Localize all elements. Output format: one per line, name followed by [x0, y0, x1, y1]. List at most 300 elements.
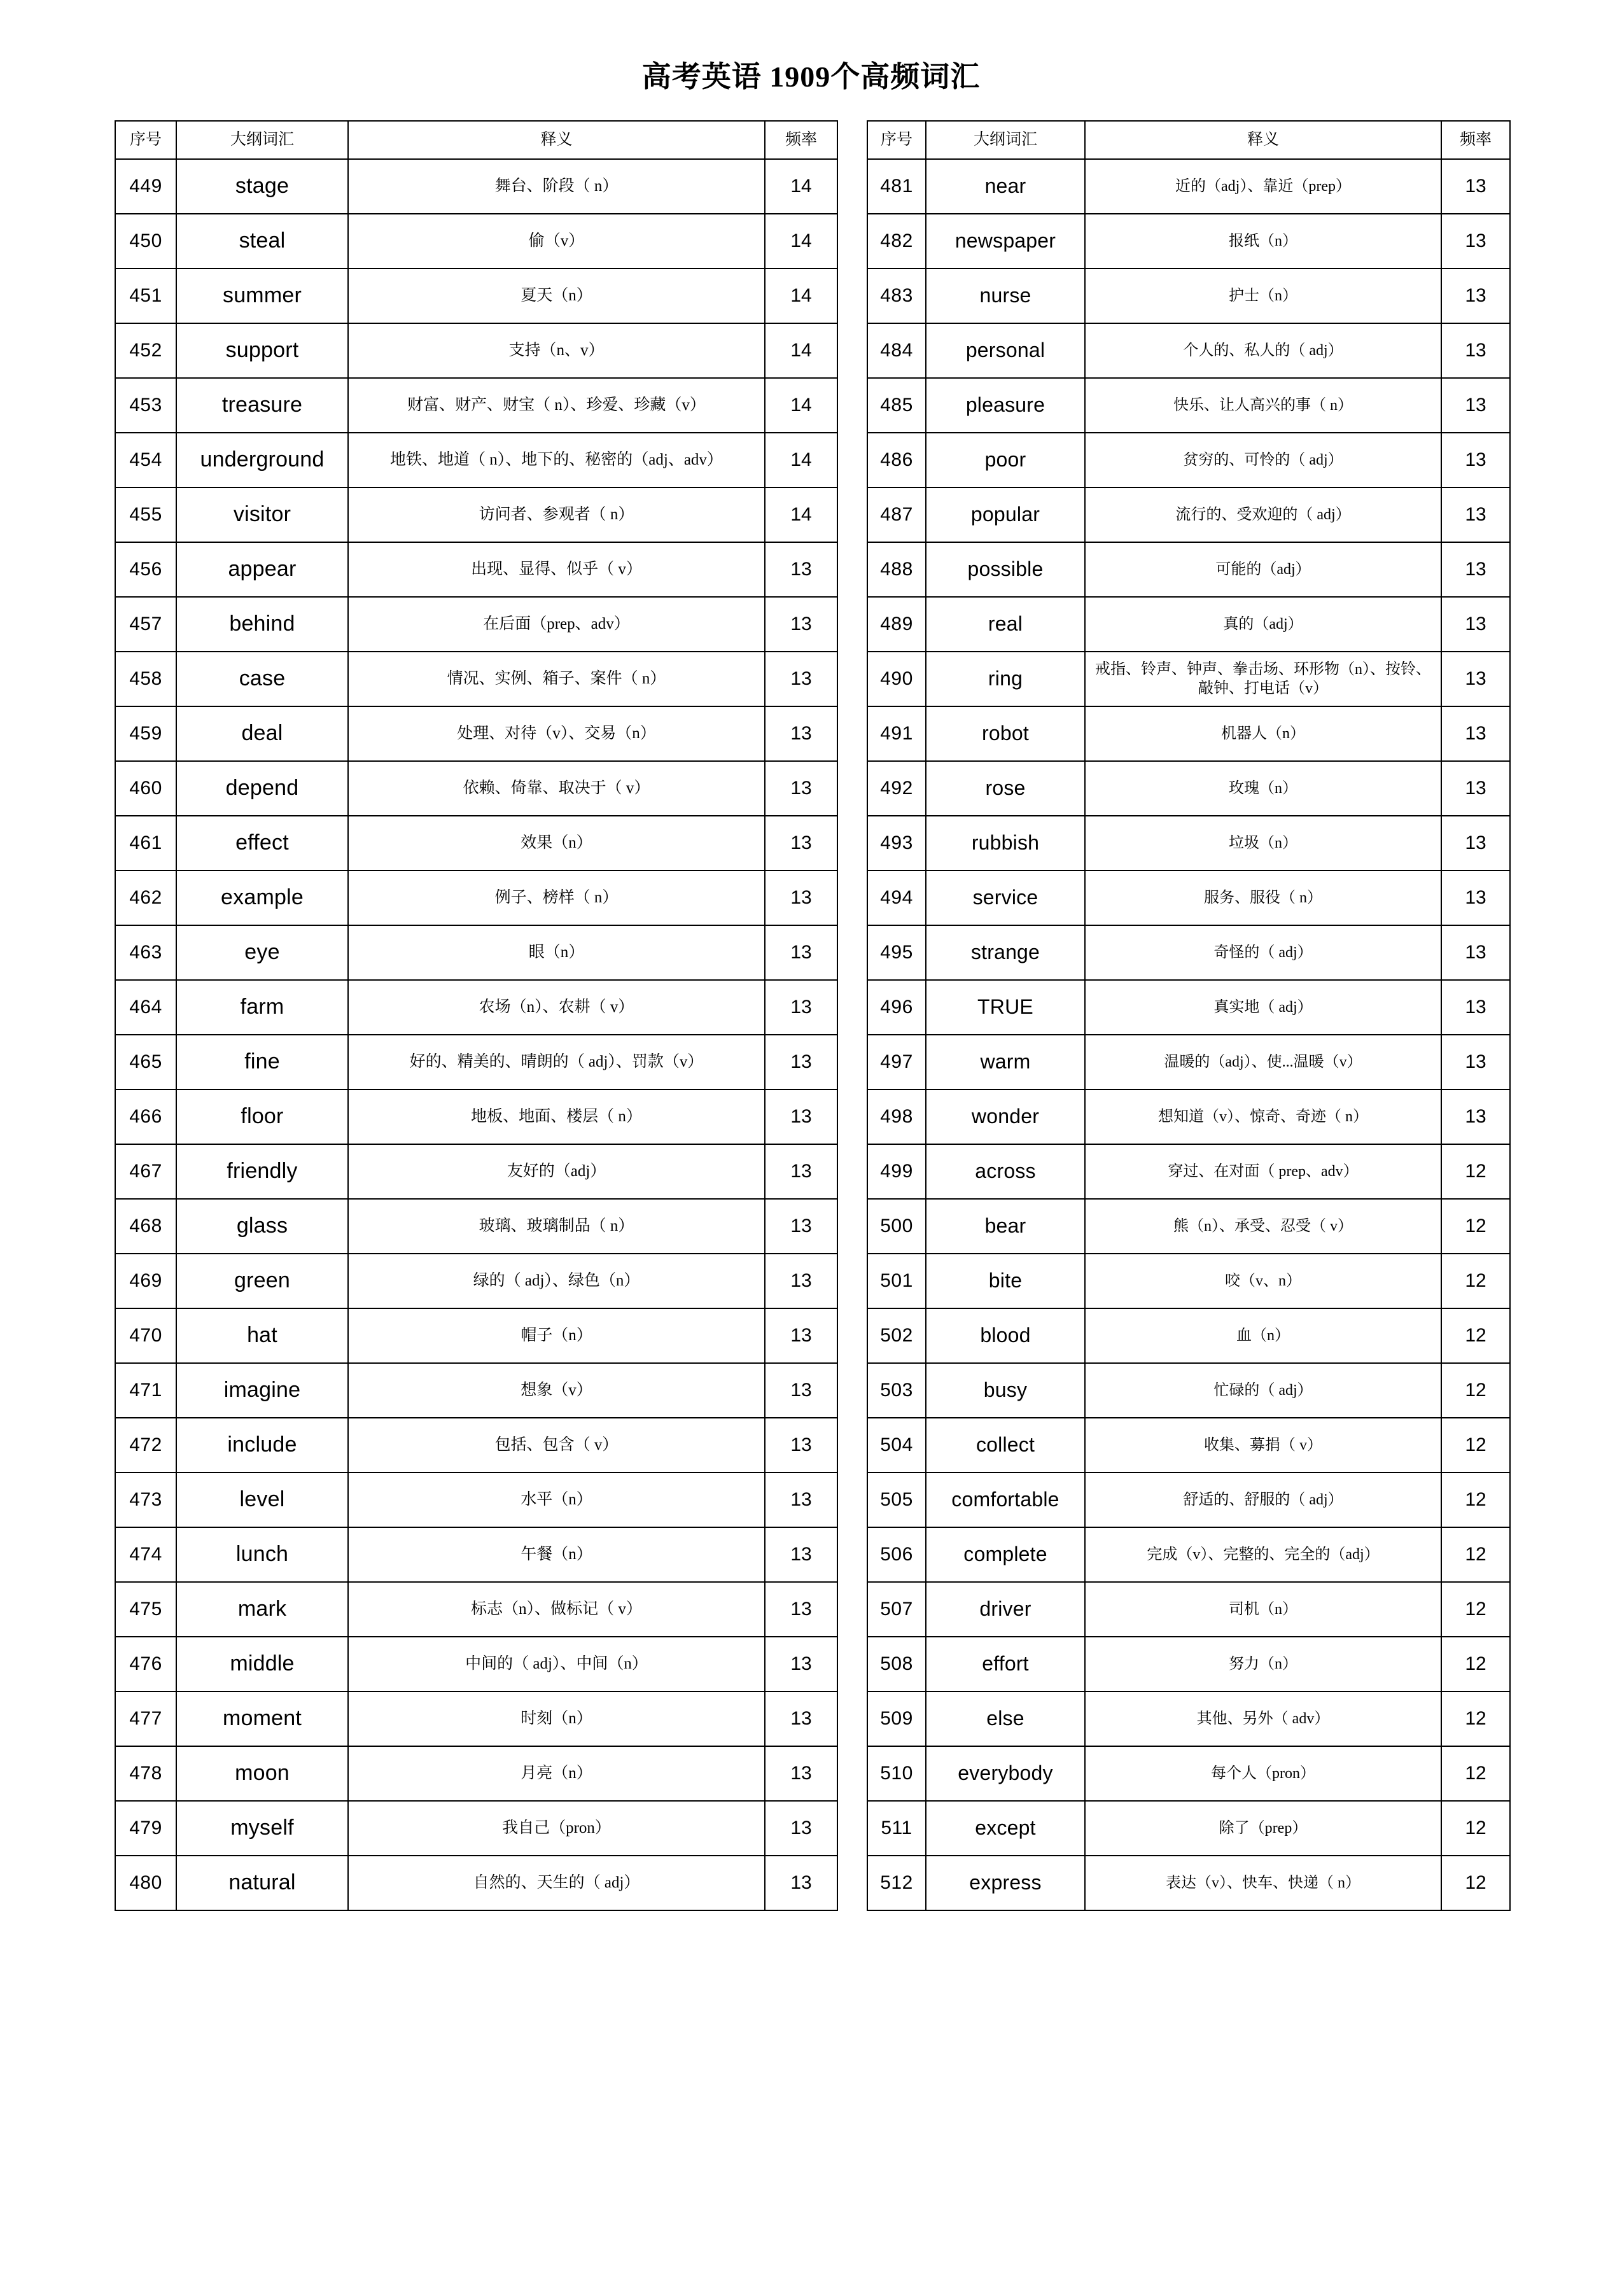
cell-index: 469: [115, 1254, 176, 1308]
cell-word: nurse: [926, 269, 1085, 323]
cell-definition: 自然的、天生的（ adj）: [348, 1856, 765, 1910]
table-row: [115, 652, 837, 706]
cell-definition: 完成（v）、完整的、完全的（adj）: [1085, 1527, 1441, 1582]
cell-definition: 绿的（ adj）、绿色（n）: [348, 1254, 765, 1308]
table-row: [115, 1199, 837, 1254]
column-header-word: 大纲词汇: [926, 121, 1085, 159]
table-row: [867, 871, 1510, 925]
cell-frequency: 13: [1441, 706, 1510, 761]
cell-definition: 地铁、地道（ n）、地下的、秘密的（adj、adv）: [348, 433, 765, 487]
cell-index: 468: [115, 1199, 176, 1254]
vocab-table-right: [867, 120, 1511, 1911]
column-header-definition: 释义: [1085, 121, 1441, 159]
cell-definition: 其他、另外（ adv）: [1085, 1691, 1441, 1746]
cell-frequency: 12: [1441, 1582, 1510, 1637]
table-row: [115, 1637, 837, 1691]
cell-word: busy: [926, 1363, 1085, 1418]
cell-word: pleasure: [926, 378, 1085, 433]
cell-word: behind: [176, 597, 348, 652]
cell-frequency: 13: [1441, 378, 1510, 433]
cell-word: middle: [176, 1637, 348, 1691]
cell-frequency: 13: [1441, 1035, 1510, 1089]
cell-index: 461: [115, 816, 176, 871]
cell-word: farm: [176, 980, 348, 1035]
cell-frequency: 13: [765, 1418, 837, 1473]
vocab-tables-container: [0, 94, 1622, 1911]
cell-frequency: 12: [1441, 1637, 1510, 1691]
table-row: [867, 1637, 1510, 1691]
cell-index: 450: [115, 214, 176, 269]
table-row: [867, 1363, 1510, 1418]
cell-frequency: 14: [765, 378, 837, 433]
cell-word: robot: [926, 706, 1085, 761]
cell-word: driver: [926, 1582, 1085, 1637]
table-row: [115, 487, 837, 542]
cell-definition: 夏天（n）: [348, 269, 765, 323]
cell-definition: 表达（v）、快车、快递（ n）: [1085, 1856, 1441, 1910]
cell-word: comfortable: [926, 1473, 1085, 1527]
cell-index: 477: [115, 1691, 176, 1746]
cell-word: service: [926, 871, 1085, 925]
cell-definition: 可能的（adj）: [1085, 542, 1441, 597]
cell-definition: 农场（n）、农耕（ v）: [348, 980, 765, 1035]
cell-frequency: 14: [765, 159, 837, 214]
cell-frequency: 12: [1441, 1418, 1510, 1473]
cell-index: 464: [115, 980, 176, 1035]
cell-index: 470: [115, 1308, 176, 1363]
cell-word: visitor: [176, 487, 348, 542]
cell-frequency: 14: [765, 487, 837, 542]
table-row: [867, 378, 1510, 433]
cell-frequency: 13: [1441, 652, 1510, 706]
cell-index: 512: [867, 1856, 926, 1910]
cell-index: 467: [115, 1144, 176, 1199]
cell-index: 463: [115, 925, 176, 980]
cell-frequency: 13: [1441, 925, 1510, 980]
cell-word: else: [926, 1691, 1085, 1746]
cell-word: popular: [926, 487, 1085, 542]
cell-definition: 访问者、参观者（ n）: [348, 487, 765, 542]
cell-frequency: 13: [765, 652, 837, 706]
table-row: [115, 1089, 837, 1144]
table-row: [115, 433, 837, 487]
cell-frequency: 13: [1441, 1089, 1510, 1144]
cell-index: 500: [867, 1199, 926, 1254]
cell-definition: 在后面（prep、adv）: [348, 597, 765, 652]
cell-word: TRUE: [926, 980, 1085, 1035]
cell-index: 482: [867, 214, 926, 269]
cell-definition: 友好的（adj）: [348, 1144, 765, 1199]
table-row: [867, 1801, 1510, 1856]
cell-frequency: 13: [765, 980, 837, 1035]
cell-frequency: 12: [1441, 1473, 1510, 1527]
cell-word: summer: [176, 269, 348, 323]
cell-index: 485: [867, 378, 926, 433]
cell-frequency: 13: [1441, 761, 1510, 816]
table-row: [867, 980, 1510, 1035]
cell-index: 509: [867, 1691, 926, 1746]
table-row: [867, 1254, 1510, 1308]
cell-word: ring: [926, 652, 1085, 706]
table-row: [867, 597, 1510, 652]
cell-word: support: [176, 323, 348, 378]
cell-index: 466: [115, 1089, 176, 1144]
cell-frequency: 13: [765, 1637, 837, 1691]
cell-index: 471: [115, 1363, 176, 1418]
table-row: [867, 1473, 1510, 1527]
cell-index: 511: [867, 1801, 926, 1856]
cell-frequency: 13: [765, 1363, 837, 1418]
column-header-index: 序号: [115, 121, 176, 159]
cell-word: effort: [926, 1637, 1085, 1691]
table-row: [115, 871, 837, 925]
cell-index: 458: [115, 652, 176, 706]
cell-definition: 努力（n）: [1085, 1637, 1441, 1691]
cell-definition: 想象（v）: [348, 1363, 765, 1418]
cell-definition: 护士（n）: [1085, 269, 1441, 323]
cell-index: 481: [867, 159, 926, 214]
table-row: [867, 706, 1510, 761]
cell-index: 453: [115, 378, 176, 433]
cell-frequency: 13: [1441, 214, 1510, 269]
cell-frequency: 13: [1441, 597, 1510, 652]
cell-word: steal: [176, 214, 348, 269]
cell-word: myself: [176, 1801, 348, 1856]
table-row: [115, 1254, 837, 1308]
cell-frequency: 13: [765, 871, 837, 925]
cell-definition: 垃圾（n）: [1085, 816, 1441, 871]
cell-index: 490: [867, 652, 926, 706]
table-row: [867, 761, 1510, 816]
table-row: [115, 542, 837, 597]
cell-index: 494: [867, 871, 926, 925]
cell-word: include: [176, 1418, 348, 1473]
table-row: [115, 214, 837, 269]
table-row: [115, 1035, 837, 1089]
cell-definition: 偷（v）: [348, 214, 765, 269]
cell-definition: 除了（prep）: [1085, 1801, 1441, 1856]
cell-definition: 近的（adj）、靠近（prep）: [1085, 159, 1441, 214]
cell-word: real: [926, 597, 1085, 652]
table-row: [115, 1801, 837, 1856]
cell-definition: 效果（n）: [348, 816, 765, 871]
table-row: [115, 1363, 837, 1418]
cell-frequency: 13: [1441, 323, 1510, 378]
table-row: [115, 159, 837, 214]
cell-word: treasure: [176, 378, 348, 433]
table-row: [867, 487, 1510, 542]
cell-frequency: 14: [765, 214, 837, 269]
cell-index: 459: [115, 706, 176, 761]
cell-index: 465: [115, 1035, 176, 1089]
cell-word: fine: [176, 1035, 348, 1089]
cell-definition: 服务、服役（ n）: [1085, 871, 1441, 925]
cell-word: except: [926, 1801, 1085, 1856]
cell-word: appear: [176, 542, 348, 597]
cell-word: underground: [176, 433, 348, 487]
cell-word: rubbish: [926, 816, 1085, 871]
cell-definition: 舞台、阶段（ n）: [348, 159, 765, 214]
table-row: [115, 1144, 837, 1199]
cell-frequency: 12: [1441, 1856, 1510, 1910]
cell-definition: 情况、实例、箱子、案件（ n）: [348, 652, 765, 706]
cell-word: possible: [926, 542, 1085, 597]
cell-index: 451: [115, 269, 176, 323]
cell-definition: 奇怪的（ adj）: [1085, 925, 1441, 980]
cell-frequency: 13: [765, 597, 837, 652]
cell-index: 476: [115, 1637, 176, 1691]
table-row: [867, 1199, 1510, 1254]
cell-word: example: [176, 871, 348, 925]
table-row: [867, 1856, 1510, 1910]
cell-index: 478: [115, 1746, 176, 1801]
cell-definition: 玫瑰（n）: [1085, 761, 1441, 816]
cell-index: 499: [867, 1144, 926, 1199]
table-row: [115, 1746, 837, 1801]
cell-word: eye: [176, 925, 348, 980]
cell-word: bear: [926, 1199, 1085, 1254]
cell-definition: 报纸（n）: [1085, 214, 1441, 269]
cell-frequency: 13: [765, 542, 837, 597]
cell-index: 479: [115, 1801, 176, 1856]
cell-word: collect: [926, 1418, 1085, 1473]
cell-definition: 玻璃、玻璃制品（ n）: [348, 1199, 765, 1254]
table-row: [867, 1308, 1510, 1363]
cell-word: moment: [176, 1691, 348, 1746]
cell-definition: 快乐、让人高兴的事（ n）: [1085, 378, 1441, 433]
cell-definition: 贫穷的、可怜的（ adj）: [1085, 433, 1441, 487]
cell-word: effect: [176, 816, 348, 871]
cell-word: bite: [926, 1254, 1085, 1308]
cell-frequency: 13: [765, 1746, 837, 1801]
cell-word: express: [926, 1856, 1085, 1910]
cell-frequency: 13: [1441, 871, 1510, 925]
cell-definition: 水平（n）: [348, 1473, 765, 1527]
cell-word: near: [926, 159, 1085, 214]
cell-frequency: 13: [765, 1254, 837, 1308]
table-row: [867, 1582, 1510, 1637]
cell-definition: 地板、地面、楼层（ n）: [348, 1089, 765, 1144]
cell-index: 483: [867, 269, 926, 323]
cell-index: 473: [115, 1473, 176, 1527]
cell-frequency: 13: [765, 706, 837, 761]
cell-frequency: 13: [1441, 159, 1510, 214]
cell-index: 462: [115, 871, 176, 925]
table-row: [867, 542, 1510, 597]
table-row: [867, 816, 1510, 871]
table-row: [115, 761, 837, 816]
table-row: [867, 1691, 1510, 1746]
cell-definition: 支持（n、v）: [348, 323, 765, 378]
cell-definition: 熊（n）、承受、忍受（ v）: [1085, 1199, 1441, 1254]
table-row: [115, 323, 837, 378]
cell-definition: 戒指、铃声、钟声、拳击场、环形物（n）、按铃、敲钟、打电话（v）: [1085, 652, 1441, 706]
cell-frequency: 12: [1441, 1254, 1510, 1308]
cell-index: 455: [115, 487, 176, 542]
cell-frequency: 13: [1441, 269, 1510, 323]
column-header-definition: 释义: [348, 121, 765, 159]
table-row: [867, 925, 1510, 980]
cell-word: glass: [176, 1199, 348, 1254]
cell-index: 491: [867, 706, 926, 761]
table-row: [115, 1473, 837, 1527]
cell-frequency: 12: [1441, 1144, 1510, 1199]
cell-frequency: 13: [765, 816, 837, 871]
table-row: [867, 652, 1510, 706]
table-row: [867, 1746, 1510, 1801]
table-row: [867, 214, 1510, 269]
cell-index: 487: [867, 487, 926, 542]
column-header-frequency: 频率: [765, 121, 837, 159]
cell-word: natural: [176, 1856, 348, 1910]
cell-frequency: 12: [1441, 1801, 1510, 1856]
cell-index: 505: [867, 1473, 926, 1527]
column-header-word: 大纲词汇: [176, 121, 348, 159]
vocab-table-left: [115, 120, 838, 1911]
cell-frequency: 13: [765, 1144, 837, 1199]
cell-index: 452: [115, 323, 176, 378]
cell-index: 507: [867, 1582, 926, 1637]
cell-frequency: 13: [765, 1199, 837, 1254]
cell-definition: 标志（n）、做标记（ v）: [348, 1582, 765, 1637]
cell-definition: 司机（n）: [1085, 1582, 1441, 1637]
cell-frequency: 13: [1441, 487, 1510, 542]
cell-frequency: 13: [765, 761, 837, 816]
cell-frequency: 13: [765, 1308, 837, 1363]
cell-index: 475: [115, 1582, 176, 1637]
cell-definition: 帽子（n）: [348, 1308, 765, 1363]
table-row: [115, 1527, 837, 1582]
cell-index: 484: [867, 323, 926, 378]
cell-definition: 温暖的（adj）、使...温暖（v）: [1085, 1035, 1441, 1089]
cell-definition: 每个人（pron）: [1085, 1746, 1441, 1801]
cell-definition: 流行的、受欢迎的（ adj）: [1085, 487, 1441, 542]
cell-word: moon: [176, 1746, 348, 1801]
cell-frequency: 13: [1441, 980, 1510, 1035]
cell-definition: 收集、募捐（ v）: [1085, 1418, 1441, 1473]
cell-frequency: 14: [765, 433, 837, 487]
cell-definition: 出现、显得、似乎（ v）: [348, 542, 765, 597]
cell-frequency: 13: [765, 1582, 837, 1637]
cell-index: 492: [867, 761, 926, 816]
cell-frequency: 13: [765, 1801, 837, 1856]
cell-word: rose: [926, 761, 1085, 816]
table-row: [867, 323, 1510, 378]
cell-index: 503: [867, 1363, 926, 1418]
cell-index: 495: [867, 925, 926, 980]
cell-word: imagine: [176, 1363, 348, 1418]
cell-index: 508: [867, 1637, 926, 1691]
cell-frequency: 14: [765, 323, 837, 378]
cell-word: deal: [176, 706, 348, 761]
table-row: [115, 1691, 837, 1746]
cell-word: mark: [176, 1582, 348, 1637]
cell-frequency: 13: [765, 1856, 837, 1910]
cell-frequency: 12: [1441, 1308, 1510, 1363]
cell-word: across: [926, 1144, 1085, 1199]
cell-definition: 机器人（n）: [1085, 706, 1441, 761]
vocab-table-right-body: [867, 159, 1510, 1910]
cell-index: 486: [867, 433, 926, 487]
table-row: [867, 1144, 1510, 1199]
cell-index: 504: [867, 1418, 926, 1473]
table-row: [115, 706, 837, 761]
cell-definition: 真实地（ adj）: [1085, 980, 1441, 1035]
cell-definition: 我自己（pron）: [348, 1801, 765, 1856]
cell-definition: 想知道（v）、惊奇、奇迹（ n）: [1085, 1089, 1441, 1144]
cell-index: 474: [115, 1527, 176, 1582]
cell-word: level: [176, 1473, 348, 1527]
cell-index: 480: [115, 1856, 176, 1910]
cell-frequency: 13: [765, 1089, 837, 1144]
cell-definition: 处理、对待（v）、交易（n）: [348, 706, 765, 761]
cell-definition: 真的（adj）: [1085, 597, 1441, 652]
cell-definition: 穿过、在对面（ prep、adv）: [1085, 1144, 1441, 1199]
table-row: [115, 1582, 837, 1637]
cell-index: 489: [867, 597, 926, 652]
vocab-table-left-body: [115, 159, 837, 1910]
table-row: [115, 816, 837, 871]
cell-word: newspaper: [926, 214, 1085, 269]
cell-word: poor: [926, 433, 1085, 487]
cell-definition: 例子、榜样（ n）: [348, 871, 765, 925]
table-header-row: [115, 121, 837, 159]
cell-word: hat: [176, 1308, 348, 1363]
table-row: [115, 980, 837, 1035]
cell-index: 449: [115, 159, 176, 214]
cell-index: 488: [867, 542, 926, 597]
cell-frequency: 12: [1441, 1527, 1510, 1582]
cell-word: everybody: [926, 1746, 1085, 1801]
cell-frequency: 12: [1441, 1199, 1510, 1254]
cell-index: 493: [867, 816, 926, 871]
cell-index: 457: [115, 597, 176, 652]
cell-index: 506: [867, 1527, 926, 1582]
table-row: [867, 1089, 1510, 1144]
cell-word: warm: [926, 1035, 1085, 1089]
cell-definition: 好的、精美的、晴朗的（ adj）、罚款（v）: [348, 1035, 765, 1089]
table-row: [867, 1035, 1510, 1089]
table-row: [867, 159, 1510, 214]
cell-index: 454: [115, 433, 176, 487]
cell-frequency: 13: [765, 925, 837, 980]
cell-frequency: 13: [765, 1691, 837, 1746]
cell-index: 456: [115, 542, 176, 597]
cell-word: depend: [176, 761, 348, 816]
column-header-frequency: 频率: [1441, 121, 1510, 159]
table-row: [867, 269, 1510, 323]
table-row: [867, 1527, 1510, 1582]
cell-word: stage: [176, 159, 348, 214]
cell-frequency: 13: [1441, 542, 1510, 597]
cell-index: 496: [867, 980, 926, 1035]
cell-definition: 血（n）: [1085, 1308, 1441, 1363]
cell-index: 502: [867, 1308, 926, 1363]
table-row: [867, 433, 1510, 487]
table-row: [115, 1308, 837, 1363]
cell-definition: 眼（n）: [348, 925, 765, 980]
cell-definition: 舒适的、舒服的（ adj）: [1085, 1473, 1441, 1527]
cell-word: personal: [926, 323, 1085, 378]
column-header-index: 序号: [867, 121, 926, 159]
cell-index: 472: [115, 1418, 176, 1473]
cell-definition: 中间的（ adj）、中间（n）: [348, 1637, 765, 1691]
cell-definition: 包括、包含（ v）: [348, 1418, 765, 1473]
cell-frequency: 12: [1441, 1363, 1510, 1418]
cell-word: strange: [926, 925, 1085, 980]
cell-definition: 依赖、倚靠、取决于（ v）: [348, 761, 765, 816]
cell-word: wonder: [926, 1089, 1085, 1144]
